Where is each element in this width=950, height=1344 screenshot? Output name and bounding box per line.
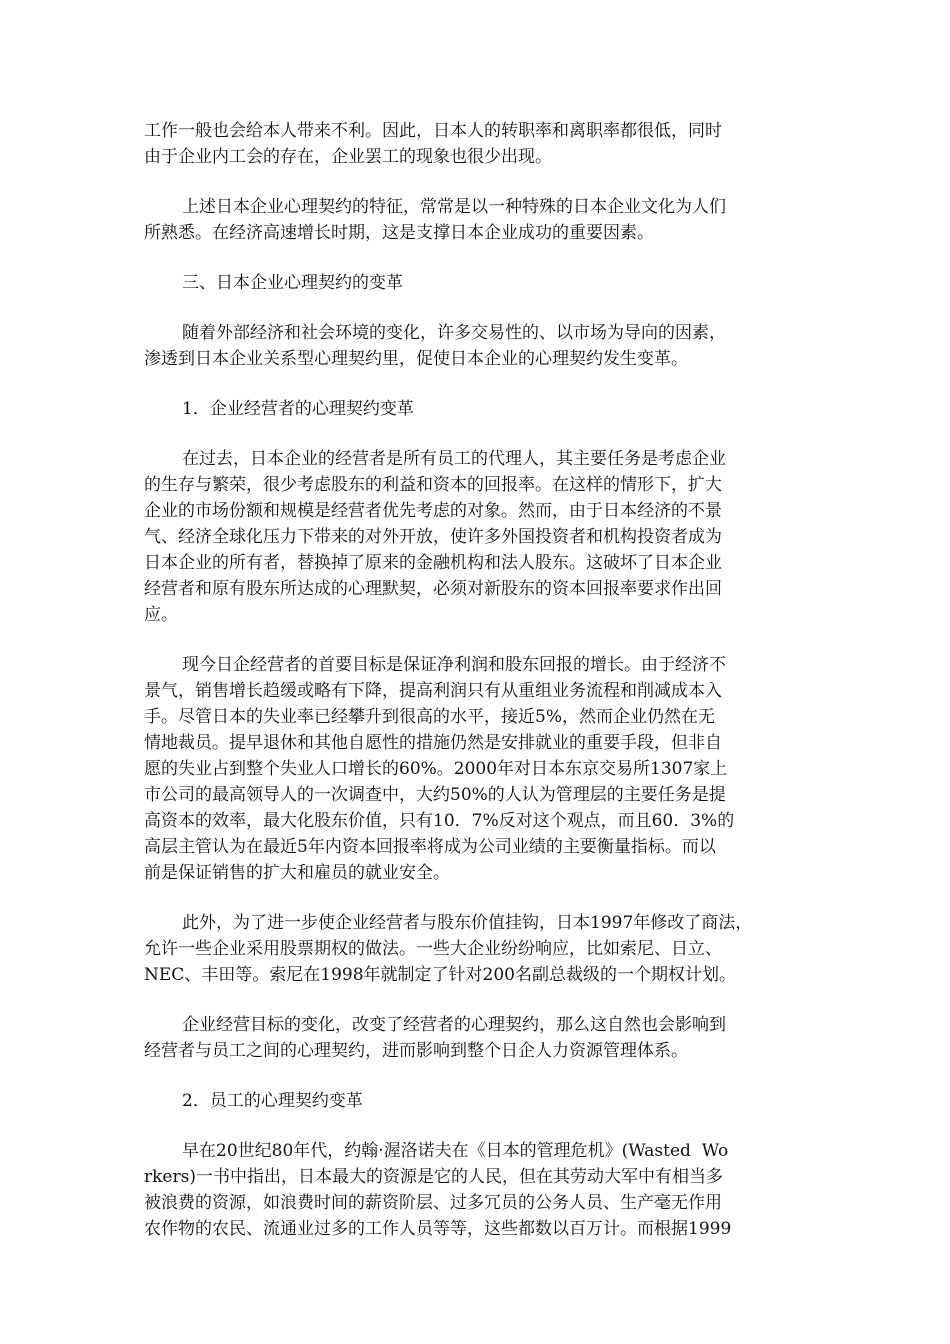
text-line: 此外，为了进一步使企业经营者与股东价值挂钩，日本1997年修改了商法， [182, 913, 753, 933]
text-line: 的生存与繁荣，很少考虑股东的利益和资本的回报率。在这样的情形下，扩大 [144, 475, 722, 495]
document-page [144, 118, 806, 1266]
paragraph [144, 1012, 806, 1064]
section-heading [144, 270, 806, 296]
text-line: 手。尽管日本的失业率已经攀升到很高的水平，接近5%，然而企业仍然在无 [144, 707, 715, 727]
text-line: 应。 [144, 605, 178, 625]
text-line: 气、经济全球化压力下带来的对外开放，使许多外国投资者和机构投资者成为 [144, 527, 722, 547]
text-line: 高资本的效率，最大化股东价值，只有10．7%反对这个观点，而且60．3%的 [144, 811, 735, 831]
text-line: 现今日企经营者的首要目标是保证净利润和股东回报的增长。由于经济不 [182, 655, 726, 675]
text-line: rkers)一书中指出，日本最大的资源是它的人民，但在其劳动大军中有相当多 [144, 1167, 723, 1187]
text-line: 企业的市场份额和规模是经营者优先考虑的对象。然而，由于日本经济的不景 [144, 501, 722, 521]
paragraph [144, 446, 806, 628]
text-line: 允许一些企业采用股票期权的做法。一些大企业纷纷响应，比如索尼、日立、 [144, 939, 722, 959]
text-line: 愿的失业占到整个失业人口增长的60%。2000年对日本东京交易所1307家上 [144, 759, 728, 779]
text-line: 在过去，日本企业的经营者是所有员工的代理人，其主要任务是考虑企业 [182, 449, 726, 469]
text-line: 1．企业经营者的心理契约变革 [182, 399, 414, 419]
text-line: 前是保证销售的扩大和雇员的就业安全。 [144, 863, 450, 883]
text-line: 三、日本企业心理契约的变革 [182, 273, 403, 293]
text-line: 高层主管认为在最近5年内资本回报率将成为公司业绩的主要衡量指标。而以 [144, 837, 716, 857]
text-line: 景气，销售增长趋缓或略有下降，提高利润只有从重组业务流程和削减成本入 [144, 681, 722, 701]
text-line: 企业经营目标的变化，改变了经营者的心理契约，那么这自然也会影响到 [182, 1015, 726, 1035]
text-line: NEC、丰田等。索尼在1998年就制定了针对200名副总裁级的一个期权计划。 [144, 965, 737, 985]
text-line: 经营者和原有股东所达成的心理默契，必须对新股东的资本回报率要求作出回 [144, 579, 722, 599]
text-line: 农作物的农民、流通业过多的工作人员等等，这些都数以百万计。而根据1999 [144, 1219, 732, 1239]
section-heading [144, 1088, 806, 1114]
paragraph [144, 910, 806, 988]
text-line: 所熟悉。在经济高速增长时期，这是支撑日本企业成功的重要因素。 [144, 223, 654, 243]
paragraph [144, 118, 806, 170]
text-line: 市公司的最高领导人的一次调查中，大约50%的人认为管理层的主要任务是提 [144, 785, 726, 805]
paragraph [144, 320, 806, 372]
text-line: 日本企业的所有者，替换掉了原来的金融机构和法人股东。这破坏了日本企业 [144, 553, 722, 573]
text-line: 由于企业内工会的存在，企业罢工的现象也很少出现。 [144, 147, 552, 167]
text-line: 经营者与员工之间的心理契约，进而影响到整个日企人力资源管理体系。 [144, 1041, 688, 1061]
section-heading [144, 396, 806, 422]
text-line: 被浪费的资源，如浪费时间的薪资阶层、过多冗员的公务人员、生产毫无作用 [144, 1193, 722, 1213]
paragraph [144, 1138, 806, 1242]
text-line: 情地裁员。提早退休和其他自愿性的措施仍然是安排就业的重要手段，但非自 [144, 733, 722, 753]
text-line: 工作一般也会给本人带来不利。因此，日本人的转职率和离职率都很低，同时 [144, 121, 722, 141]
text-line: 渗透到日本企业关系型心理契约里，促使日本企业的心理契约发生变革。 [144, 349, 688, 369]
paragraph [144, 194, 806, 246]
text-line: 随着外部经济和社会环境的变化，许多交易性的、以市场为导向的因素， [182, 323, 726, 343]
text-line: 早在20世纪80年代，约翰·渥洛诺夫在《日本的管理危机》(Wasted Wo [182, 1141, 729, 1161]
paragraph [144, 652, 806, 886]
text-line: 2．员工的心理契约变革 [182, 1091, 363, 1111]
text-line: 上述日本企业心理契约的特征，常常是以一种特殊的日本企业文化为人们 [182, 197, 726, 217]
